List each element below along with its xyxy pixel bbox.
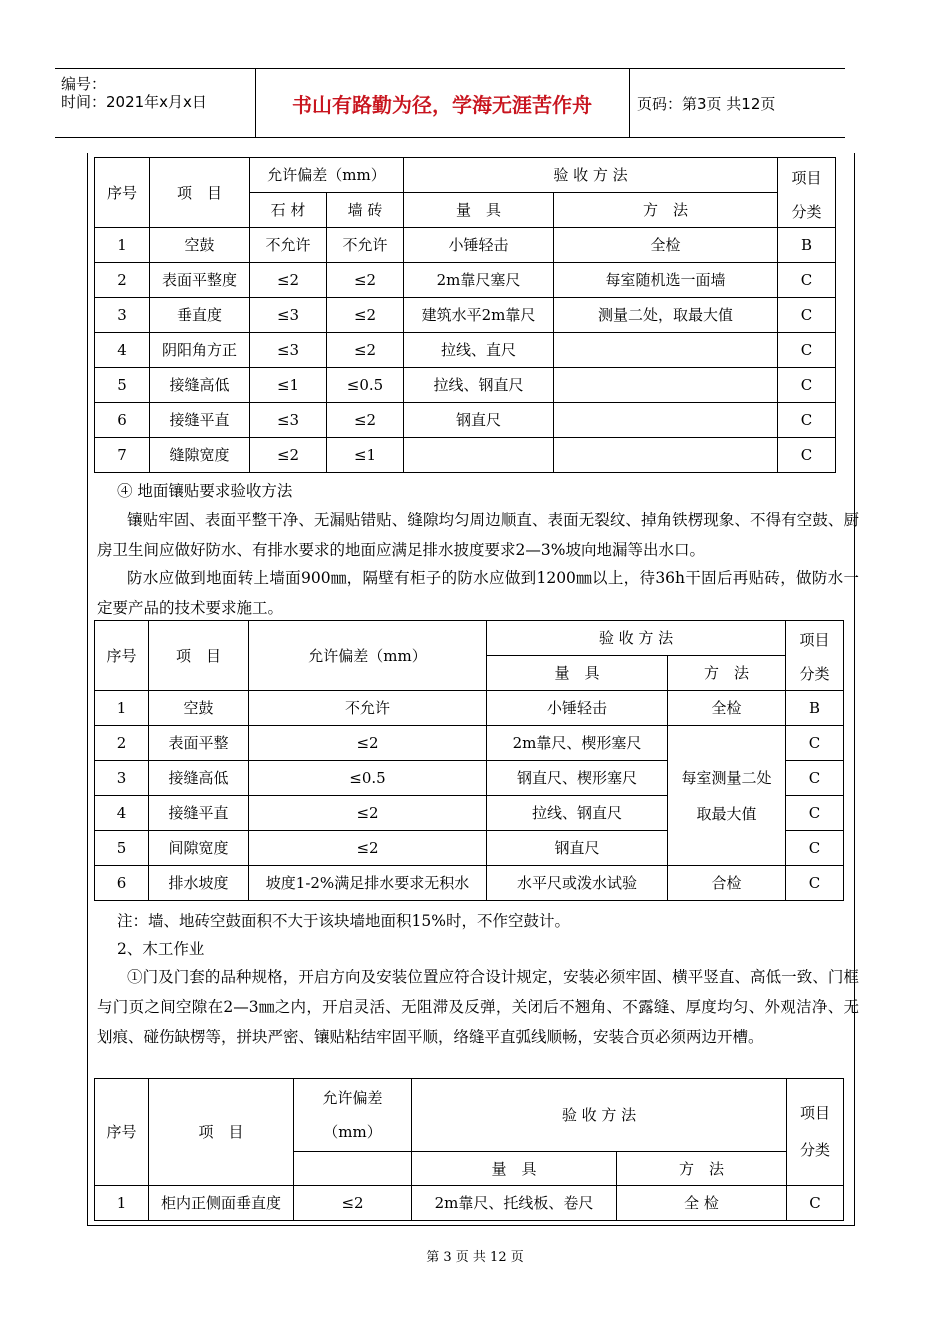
cell-class: C (787, 1186, 844, 1221)
cell-class: C (786, 866, 844, 901)
header-divider (629, 69, 630, 137)
cell-tool: 拉线、直尺 (404, 333, 554, 368)
section-2-title: 2、木工作业 (117, 940, 205, 958)
cell-no: 2 (95, 263, 150, 298)
cell-way: 每室随机选一面墙 (554, 263, 778, 298)
cell-tolerance: ≤2 (294, 1186, 412, 1221)
header-motto: 书山有路勤为径，学海无涯苦作舟 (292, 92, 592, 117)
cell-tool: 2m靠尺、托线板、卷尺 (412, 1186, 617, 1221)
cell-item: 接缝高低 (150, 368, 250, 403)
cell-tolerance: ≤0.5 (249, 761, 487, 796)
cell-tool: 拉线、钢直尺 (404, 368, 554, 403)
col-header-class (786, 621, 844, 691)
cell-way-merged (668, 726, 786, 866)
cell-stone: ≤1 (250, 368, 327, 403)
cell-no: 3 (95, 298, 150, 333)
cell-tolerance: 坡度1-2%满足排水要求无积水 (249, 866, 487, 901)
col-header-class (778, 158, 836, 228)
cell-item: 柜内正侧面垂直度 (149, 1186, 294, 1221)
cell-no: 5 (95, 368, 150, 403)
col-header-way: 方 法 (554, 193, 778, 228)
cell-item: 空鼓 (150, 228, 250, 263)
table-row (95, 438, 836, 473)
table-row (95, 866, 844, 901)
col-header-tolerance: 允许偏差（mm） (250, 158, 404, 193)
class-label-2: 分类 (799, 1141, 830, 1159)
col-header-no: 序号 (95, 1079, 149, 1186)
cell-stone: ≤3 (250, 403, 327, 438)
col-header-method: 验 收 方 法 (404, 158, 778, 193)
class-label-1: 项目 (799, 1104, 830, 1122)
cell-way: 测量二处，取最大值 (554, 298, 778, 333)
cell-no: 6 (95, 403, 150, 438)
cell-tool (404, 438, 554, 473)
page-header (55, 68, 845, 138)
col-header-class (787, 1079, 844, 1186)
cell-no: 4 (95, 333, 150, 368)
cell-no: 6 (95, 866, 149, 901)
cell-no: 1 (95, 691, 149, 726)
col-header-no: 序号 (95, 621, 149, 691)
cell-no: 1 (95, 1186, 149, 1221)
table-row (95, 726, 844, 761)
cell-tolerance: ≤2 (249, 831, 487, 866)
cell-class: C (778, 333, 836, 368)
cell-brick: ≤1 (327, 438, 404, 473)
cell-tool: 建筑水平2m靠尺 (404, 298, 554, 333)
tolerance-label-2: （mm） (323, 1123, 382, 1141)
header-page-code: 页码：第3页 共12页 (637, 94, 776, 113)
table-row (95, 691, 844, 726)
cell-no: 1 (95, 228, 150, 263)
cell-class: C (778, 438, 836, 473)
cell-no: 5 (95, 831, 149, 866)
cell-tool: 钢直尺 (404, 403, 554, 438)
cell-way (554, 438, 778, 473)
cell-tool: 小锤轻击 (404, 228, 554, 263)
cell-no: 4 (95, 796, 149, 831)
empty-cell (294, 1152, 412, 1186)
note-text: 注：墙、地砖空鼓面积不大于该块墙地面积15%时，不作空鼓计。 (117, 912, 570, 930)
col-header-item: 项 目 (150, 158, 250, 228)
cell-class: C (786, 761, 844, 796)
cell-stone: 不允许 (250, 228, 327, 263)
cell-tolerance: ≤2 (249, 726, 487, 761)
cell-tool: 钢直尺 (487, 831, 668, 866)
col-header-method: 验 收 方 法 (412, 1079, 787, 1152)
cell-brick: ≤2 (327, 298, 404, 333)
cell-tool: 小锤轻击 (487, 691, 668, 726)
paragraph-floor-requirements: 镶贴牢固、表面平整干净、无漏贴错贴、缝隙均匀周边顺直、表面无裂纹、掉角铁楞现象、不得有空鼓、厨房卫生间应做好防水、有排水要求的地面应满足排水披度要求2—3%坡向地漏等出水口。 (97, 511, 859, 559)
cell-tolerance: ≤2 (249, 796, 487, 831)
cell-way: 全检 (668, 691, 786, 726)
col-header-tool: 量 具 (412, 1152, 617, 1186)
cell-item: 阴阳角方正 (150, 333, 250, 368)
floor-tile-table (94, 620, 844, 901)
cell-stone: ≤2 (250, 438, 327, 473)
cell-way: 合检 (668, 866, 786, 901)
table-row (95, 403, 836, 438)
cell-brick: ≤2 (327, 403, 404, 438)
cell-way: 全检 (554, 228, 778, 263)
cell-item: 空鼓 (149, 691, 249, 726)
cell-class: B (778, 228, 836, 263)
cell-way (554, 368, 778, 403)
cell-tool: 钢直尺、楔形塞尺 (487, 761, 668, 796)
col-header-way: 方 法 (668, 656, 786, 691)
col-header-item: 项 目 (149, 621, 249, 691)
cell-class: C (786, 831, 844, 866)
wall-tile-table (94, 157, 836, 473)
cell-class: C (778, 263, 836, 298)
col-header-tolerance (294, 1079, 412, 1152)
col-header-no: 序号 (95, 158, 150, 228)
page-footer: 第 3 页 共 12 页 (426, 1250, 524, 1265)
cell-brick: ≤2 (327, 263, 404, 298)
col-header-method: 验 收 方 法 (487, 621, 786, 656)
cell-tool: 2m靠尺塞尺 (404, 263, 554, 298)
cell-way: 全 检 (617, 1186, 787, 1221)
cell-class: B (786, 691, 844, 726)
cell-tool: 2m靠尺、楔形塞尺 (487, 726, 668, 761)
paragraph-door-requirements: ①门及门套的品种规格，开启方向及安装位置应符合设计规定，安装必须牢固、横平竖直、高低一致、门框与门页之间空隙在2—3㎜之内，开启灵活、无阻滞及反弹，关闭后不翘角、不露缝、厚度均匀、外观洁净、无划痕、碰伤缺楞等，拼块严密、镶贴粘结牢固平顺，络缝平直弧线顺畅，安装合页必须两边开槽。 (97, 968, 859, 1046)
cell-item: 垂直度 (150, 298, 250, 333)
cell-brick: ≤2 (327, 333, 404, 368)
cell-tool: 拉线、钢直尺 (487, 796, 668, 831)
col-header-tolerance: 允许偏差（mm） (249, 621, 487, 691)
date-label: 时间：2021年x月x日 (61, 93, 207, 111)
class-label-1: 项目 (799, 630, 830, 649)
cell-tolerance: 不允许 (249, 691, 487, 726)
cell-stone: ≤2 (250, 263, 327, 298)
table-row (95, 368, 836, 403)
cell-item: 间隙宽度 (149, 831, 249, 866)
cell-no: 2 (95, 726, 149, 761)
cell-class: C (778, 298, 836, 333)
table-row (95, 298, 836, 333)
table-row (95, 333, 836, 368)
cell-item: 接缝平直 (150, 403, 250, 438)
cell-item: 表面平整 (149, 726, 249, 761)
table-header-row (95, 621, 844, 656)
col-header-tool: 量 具 (404, 193, 554, 228)
col-header-stone: 石 材 (250, 193, 327, 228)
cell-stone: ≤3 (250, 298, 327, 333)
cell-class: C (786, 796, 844, 831)
header-meta (55, 69, 255, 137)
cell-no: 7 (95, 438, 150, 473)
tolerance-label-1: 允许偏差 (322, 1089, 383, 1107)
cell-item: 排水坡度 (149, 866, 249, 901)
woodwork-table (94, 1078, 844, 1221)
cell-item: 缝隙宽度 (150, 438, 250, 473)
cell-stone: ≤3 (250, 333, 327, 368)
cell-no: 3 (95, 761, 149, 796)
table-row (95, 1186, 844, 1221)
table-row (95, 228, 836, 263)
table-row (95, 263, 836, 298)
merged-way-line-2: 取最大值 (696, 804, 757, 823)
cell-brick: ≤0.5 (327, 368, 404, 403)
cell-brick: 不允许 (327, 228, 404, 263)
cell-class: C (778, 368, 836, 403)
col-header-tool: 量 具 (487, 656, 668, 691)
table-header-row (95, 1079, 844, 1152)
cell-item: 接缝高低 (149, 761, 249, 796)
class-label-1: 项目 (791, 168, 822, 187)
cell-item: 表面平整度 (150, 263, 250, 298)
cell-class: C (778, 403, 836, 438)
cell-tool: 水平尺或泼水试验 (487, 866, 668, 901)
section-4-title: ④ 地面镶贴要求验收方法 (117, 482, 293, 500)
col-header-brick: 墙 砖 (327, 193, 404, 228)
cell-item: 接缝平直 (149, 796, 249, 831)
table-header-row (95, 158, 836, 193)
cell-class: C (786, 726, 844, 761)
paragraph-waterproofing: 防水应做到地面转上墙面900㎜，隔壁有柜子的防水应做到1200㎜以上，待36h干固后再贴砖，做防水一定要产品的技术要求施工。 (97, 569, 859, 617)
cell-way (554, 403, 778, 438)
col-header-item: 项 目 (149, 1079, 294, 1186)
header-divider (255, 69, 256, 137)
class-label-2: 分类 (791, 202, 822, 221)
merged-way-line-1: 每室测量二处 (681, 768, 772, 787)
cell-way (554, 333, 778, 368)
col-header-way: 方 法 (617, 1152, 787, 1186)
number-label: 编号： (61, 75, 107, 93)
class-label-2: 分类 (799, 664, 830, 683)
